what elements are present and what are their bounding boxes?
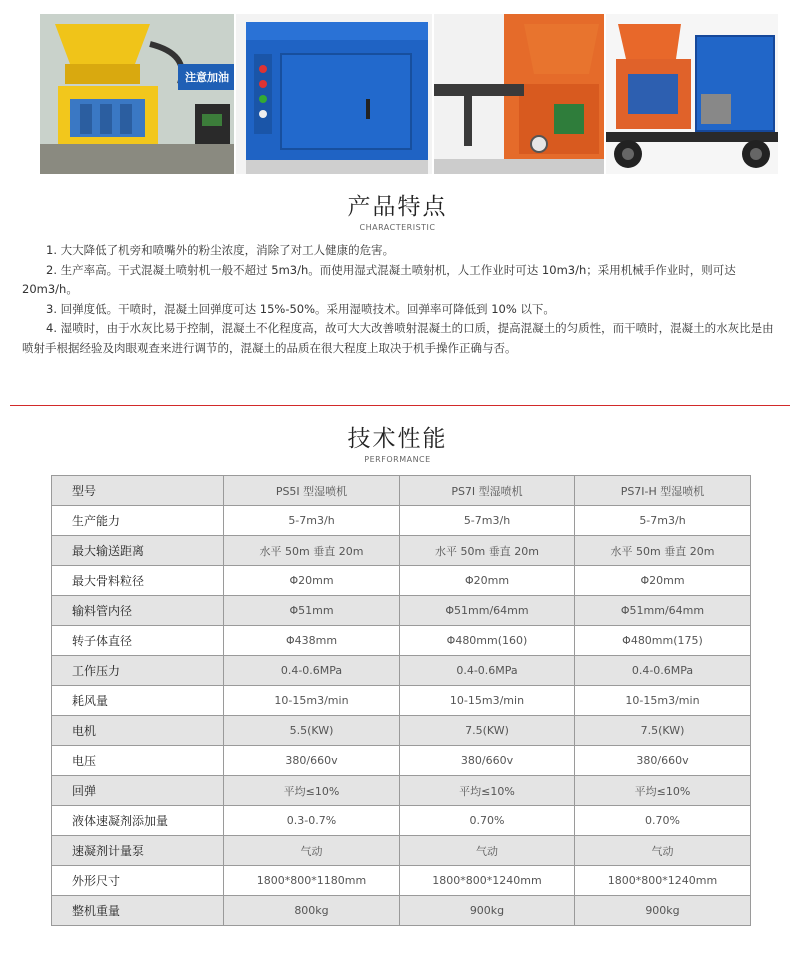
section-divider (10, 405, 790, 406)
table-cell: 1800*800*1180mm (224, 866, 400, 896)
row-label-cell: 速凝剂计量泵 (52, 836, 224, 866)
row-label-cell: 工作压力 (52, 656, 224, 686)
table-cell: 5-7m3/h (400, 506, 575, 536)
table-row (52, 866, 751, 896)
table-row (52, 596, 751, 626)
table-cell: 水平 50m 垂直 20m (575, 536, 751, 566)
table-header-row (52, 476, 751, 506)
table-row (52, 836, 751, 866)
row-label-cell: 生产能力 (52, 506, 224, 536)
row-label-cell: 回弹 (52, 776, 224, 806)
table-cell: Φ51mm/64mm (575, 596, 751, 626)
row-label-cell: 最大骨料粒径 (52, 566, 224, 596)
performance-heading (0, 420, 795, 464)
table-cell: 7.5(KW) (575, 716, 751, 746)
characteristic-heading (0, 188, 795, 232)
row-label-cell: 整机重量 (52, 896, 224, 926)
table-cell: 10-15m3/min (224, 686, 400, 716)
table-cell: 平均≤10% (224, 776, 400, 806)
table-cell: 1800*800*1240mm (575, 866, 751, 896)
table-cell: 10-15m3/min (575, 686, 751, 716)
table-cell: 平均≤10% (575, 776, 751, 806)
row-label-cell: 外形尺寸 (52, 866, 224, 896)
table-row (52, 566, 751, 596)
table-cell: 10-15m3/min (400, 686, 575, 716)
table-row (52, 686, 751, 716)
table-row (52, 896, 751, 926)
header-cell: PS7I 型湿喷机 (400, 476, 575, 506)
table-cell: Φ20mm (224, 566, 400, 596)
table-cell: 380/660v (224, 746, 400, 776)
machine-photo-yellow (40, 14, 234, 174)
table-cell: 380/660v (575, 746, 751, 776)
performance-subtitle: PERFORMANCE (364, 455, 431, 464)
row-label-cell: 最大输送距离 (52, 536, 224, 566)
characteristic-subtitle: CHARACTERISTIC (359, 223, 436, 232)
table-cell: 5-7m3/h (575, 506, 751, 536)
row-label-cell: 电机 (52, 716, 224, 746)
table-cell: 5.5(KW) (224, 716, 400, 746)
machine-photo-wheeled (606, 14, 778, 174)
table-cell: Φ51mm/64mm (400, 596, 575, 626)
table-cell: 0.4-0.6MPa (400, 656, 575, 686)
table-row (52, 506, 751, 536)
feature-list (22, 241, 780, 358)
table-cell: Φ480mm(175) (575, 626, 751, 656)
product-photo-banner (40, 14, 778, 174)
row-label-cell: 转子体直径 (52, 626, 224, 656)
performance-title: 技术性能 (347, 426, 448, 452)
machine-photo-blue-cabinet (236, 14, 432, 174)
table-cell: 0.3-0.7% (224, 806, 400, 836)
table-cell: Φ20mm (400, 566, 575, 596)
table-cell: 7.5(KW) (400, 716, 575, 746)
table-cell: Φ480mm(160) (400, 626, 575, 656)
table-row (52, 656, 751, 686)
feature-item: 4. 湿喷时，由于水灰比易于控制，混凝土不化程度高，故可大大改善喷射混凝土的口质，提高混凝土的匀质性，而干喷时，混凝土的水灰比是由喷射手根据经验及肉眼观查来进行调节的，混凝土的品质在很大程度上取决于机手操作正确与否。 (22, 321, 774, 355)
table-cell: 气动 (575, 836, 751, 866)
table-cell: 900kg (400, 896, 575, 926)
table-cell: 水平 50m 垂直 20m (400, 536, 575, 566)
table-row (52, 626, 751, 656)
table-cell: Φ20mm (575, 566, 751, 596)
table-cell: 气动 (224, 836, 400, 866)
table-cell: Φ51mm (224, 596, 400, 626)
feature-item: 2. 生产率高。干式混凝土喷射机一般不超过 5m3/h。而使用湿式混凝土喷射机，人工作业时可达 10m3/h；采用机械手作业时，则可达 20m3/h。 (22, 262, 736, 296)
row-label-cell: 耗风量 (52, 686, 224, 716)
table-cell: 5-7m3/h (224, 506, 400, 536)
machine-photo-red (434, 14, 604, 174)
feature-item: 3. 回弹度低。干喷时，混凝土回弹度可达 15%-50%。采用湿喷技术。回弹率可降低到 10% 以下。 (46, 301, 555, 316)
table-cell: 0.4-0.6MPa (224, 656, 400, 686)
table-cell: Φ438mm (224, 626, 400, 656)
table-cell: 380/660v (400, 746, 575, 776)
table-cell: 0.70% (400, 806, 575, 836)
table-cell: 800kg (224, 896, 400, 926)
table-row (52, 746, 751, 776)
warning-sign-text: 注意加油 (185, 71, 229, 84)
characteristic-title: 产品特点 (347, 194, 448, 220)
table-row (52, 806, 751, 836)
table-cell: 平均≤10% (400, 776, 575, 806)
header-cell: 型号 (52, 476, 224, 506)
table-row (52, 536, 751, 566)
table-cell: 0.70% (575, 806, 751, 836)
header-cell: PS7I-H 型湿喷机 (575, 476, 751, 506)
row-label-cell: 液体速凝剂添加量 (52, 806, 224, 836)
spec-table (51, 475, 751, 926)
table-cell: 气动 (400, 836, 575, 866)
row-label-cell: 电压 (52, 746, 224, 776)
table-row (52, 716, 751, 746)
table-cell: 水平 50m 垂直 20m (224, 536, 400, 566)
table-cell: 1800*800*1240mm (400, 866, 575, 896)
table-cell: 0.4-0.6MPa (575, 656, 751, 686)
header-cell: PS5I 型湿喷机 (224, 476, 400, 506)
row-label-cell: 输料管内径 (52, 596, 224, 626)
feature-item: 1. 大大降低了机旁和喷嘴外的粉尘浓度，消除了对工人健康的危害。 (46, 243, 395, 257)
table-cell: 900kg (575, 896, 751, 926)
table-row (52, 776, 751, 806)
